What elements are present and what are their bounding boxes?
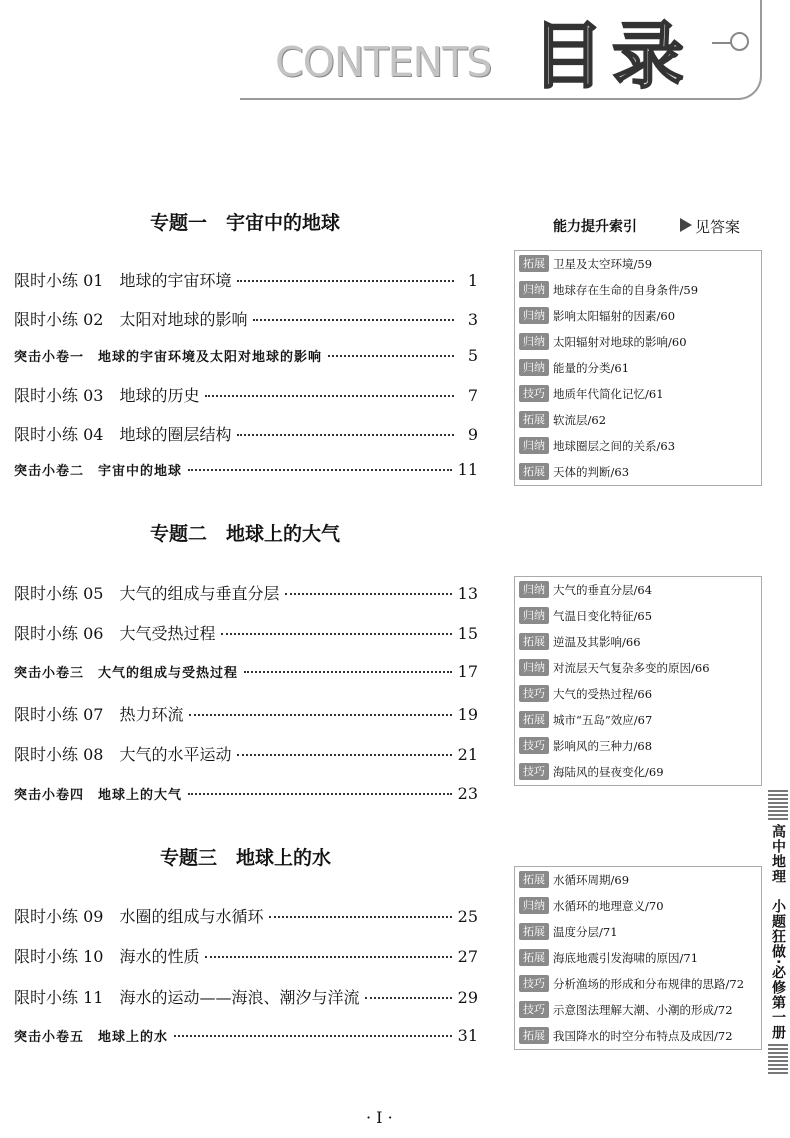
toc-entry-page: 25	[457, 907, 478, 926]
toc-entry-page: 31	[457, 1026, 478, 1045]
index-item	[515, 919, 761, 945]
index-item-text: 水循环的地理意义/70	[553, 899, 664, 913]
toc-entry-label: 限时小练 08 大气的水平运动	[14, 745, 232, 764]
section-2-title: 专题二 地球上的大气	[150, 523, 341, 545]
toc-entry[interactable]	[14, 383, 478, 406]
index-item	[515, 303, 761, 329]
leader-dots	[237, 280, 454, 282]
index-tag: 归纳	[519, 607, 549, 624]
index-box-3	[514, 866, 762, 1050]
toc-entry-label: 突击小卷二 宇宙中的地球	[14, 464, 183, 479]
index-item	[515, 277, 761, 303]
index-tag: 拓展	[519, 871, 549, 888]
index-tag: 技巧	[519, 763, 549, 780]
toc-entry-page: 29	[457, 988, 478, 1007]
leader-dots	[221, 633, 451, 635]
toc-entry-page: 11	[457, 460, 478, 479]
index-item-text: 逆温及其影响/66	[553, 635, 641, 649]
index-tag: 拓展	[519, 949, 549, 966]
leader-dots	[174, 1035, 452, 1037]
index-tag: 技巧	[519, 1001, 549, 1018]
toc-entry-page: 27	[457, 947, 478, 966]
index-tag: 技巧	[519, 685, 549, 702]
toc-entry-page: 3	[467, 310, 478, 329]
header-connector-line	[712, 42, 732, 44]
index-tag: 拓展	[519, 255, 549, 272]
leader-dots	[189, 714, 451, 716]
index-item	[515, 433, 761, 459]
contents-chinese-title: 目录	[532, 14, 693, 98]
index-item	[515, 893, 761, 919]
index-tag: 拓展	[519, 463, 549, 480]
toc-entry-label: 突击小卷一 地球的宇宙环境及太阳对地球的影响	[14, 350, 323, 365]
index-item	[515, 971, 761, 997]
index-item-text: 地球圈层之间的关系/63	[553, 439, 676, 453]
toc-entry[interactable]	[14, 307, 478, 330]
index-item	[515, 329, 761, 355]
index-item	[515, 655, 761, 681]
index-item-text: 海底地震引发海啸的原因/71	[553, 951, 699, 965]
index-tag: 归纳	[519, 659, 549, 676]
toc-entry[interactable]	[14, 702, 478, 725]
index-tag: 归纳	[519, 333, 549, 350]
toc-entry-page: 17	[457, 662, 478, 681]
leader-dots	[328, 355, 454, 357]
index-tag: 拓展	[519, 711, 549, 728]
toc-entry-page: 23	[457, 784, 478, 803]
index-tag: 拓展	[519, 633, 549, 650]
index-item-text: 对流层天气复杂多变的原因/66	[553, 661, 710, 675]
index-item-text: 水循环周期/69	[553, 873, 630, 887]
toc-entry[interactable]	[14, 944, 478, 967]
leader-dots	[188, 469, 452, 471]
see-answers-label: 见答案	[695, 218, 741, 236]
toc-entry-label: 限时小练 07 热力环流	[14, 705, 184, 724]
index-item	[515, 251, 761, 277]
index-tag: 技巧	[519, 975, 549, 992]
index-tag: 拓展	[519, 1027, 549, 1044]
index-item	[515, 733, 761, 759]
index-tag: 归纳	[519, 281, 549, 298]
index-item-text: 我国降水的时空分布特点及成因/72	[553, 1029, 733, 1043]
toc-entry-page: 19	[457, 705, 478, 724]
toc-entry-page: 1	[467, 271, 478, 290]
index-item	[515, 459, 761, 485]
index-item-text: 软流层/62	[553, 413, 607, 427]
index-item	[515, 407, 761, 433]
index-item	[515, 629, 761, 655]
leader-dots	[269, 916, 451, 918]
index-tag: 归纳	[519, 359, 549, 376]
contents-english-title: CONTENTS	[275, 38, 492, 86]
toc-entry[interactable]	[14, 985, 478, 1008]
toc-entry-quiz[interactable]	[14, 1026, 478, 1045]
index-box-1	[514, 250, 762, 486]
index-item-text: 分析渔场的形成和分布规律的思路/72	[553, 977, 745, 991]
toc-entry[interactable]	[14, 268, 478, 291]
index-tag: 归纳	[519, 437, 549, 454]
index-item-text: 太阳辐射对地球的影响/60	[553, 335, 687, 349]
toc-entry-label: 突击小卷五 地球上的水	[14, 1030, 169, 1045]
side-tab-stripes-top	[768, 790, 788, 820]
toc-entry-page: 9	[467, 425, 478, 444]
index-tag: 归纳	[519, 897, 549, 914]
index-item-text: 影响太阳辐射的因素/60	[553, 309, 676, 323]
index-item-text: 大气的垂直分层/64	[553, 583, 653, 597]
leader-dots	[244, 671, 452, 673]
toc-entry-label: 限时小练 11 海水的运动——海浪、潮汐与洋流	[14, 988, 360, 1007]
index-item	[515, 945, 761, 971]
leader-dots	[205, 395, 454, 397]
toc-entry-quiz[interactable]	[14, 784, 478, 803]
index-tag: 拓展	[519, 923, 549, 940]
toc-entry-label: 限时小练 04 地球的圈层结构	[14, 425, 232, 444]
index-item-text: 地质年代简化记忆/61	[553, 387, 664, 401]
header-ring-icon	[730, 32, 749, 51]
toc-entry-page: 15	[457, 624, 478, 643]
index-box-2	[514, 576, 762, 786]
leader-dots	[285, 593, 451, 595]
index-item-text: 能量的分类/61	[553, 361, 630, 375]
index-item	[515, 681, 761, 707]
index-item	[515, 867, 761, 893]
index-tag: 归纳	[519, 581, 549, 598]
index-item-text: 卫星及太空环境/59	[553, 257, 653, 271]
toc-entry-label: 限时小练 09 水圈的组成与水循环	[14, 907, 264, 926]
toc-entry-label: 限时小练 03 地球的历史	[14, 386, 200, 405]
index-item	[515, 603, 761, 629]
index-tag: 技巧	[519, 385, 549, 402]
book-side-tab	[768, 790, 788, 1120]
index-item-text: 城市“五岛”效应/67	[553, 713, 653, 727]
toc-entry-page: 7	[467, 386, 478, 405]
toc-entry-label: 限时小练 10 海水的性质	[14, 947, 200, 966]
index-item	[515, 759, 761, 785]
index-item-text: 大气的受热过程/66	[553, 687, 653, 701]
toc-entry-label: 限时小练 02 太阳对地球的影响	[14, 310, 248, 329]
index-tag: 技巧	[519, 737, 549, 754]
index-item	[515, 577, 761, 603]
toc-entry-label: 限时小练 05 大气的组成与垂直分层	[14, 584, 280, 603]
index-tag: 拓展	[519, 411, 549, 428]
book-title-vertical: 高中地理 小题狂做·必修第一册	[770, 824, 786, 1041]
toc-entry[interactable]	[14, 904, 478, 927]
toc-entry[interactable]	[14, 742, 478, 765]
toc-entry-label: 突击小卷四 地球上的大气	[14, 788, 183, 803]
index-item-text: 气温日变化特征/65	[553, 609, 653, 623]
arrow-right-icon	[680, 218, 692, 232]
leader-dots	[188, 793, 452, 795]
toc-entry[interactable]	[14, 581, 478, 604]
index-tag: 归纳	[519, 307, 549, 324]
index-item-text: 地球存在生命的自身条件/59	[553, 283, 699, 297]
toc-entry[interactable]	[14, 422, 478, 445]
toc-entry-page: 13	[457, 584, 478, 603]
index-item	[515, 1023, 761, 1049]
toc-entry-label: 突击小卷三 大气的组成与受热过程	[14, 666, 239, 681]
index-item	[515, 381, 761, 407]
section-3-title: 专题三 地球上的水	[160, 847, 332, 869]
toc-entry[interactable]	[14, 621, 478, 644]
index-item-text: 温度分层/71	[553, 925, 618, 939]
toc-entry-quiz[interactable]	[14, 460, 478, 479]
toc-entry-page: 5	[467, 346, 478, 365]
toc-entry-quiz[interactable]	[14, 662, 478, 681]
section-1-title: 专题一 宇宙中的地球	[150, 212, 341, 234]
toc-entry-quiz[interactable]	[14, 346, 478, 365]
leader-dots	[205, 956, 451, 958]
leader-dots	[253, 319, 454, 321]
toc-entry-label: 限时小练 06 大气受热过程	[14, 624, 216, 643]
index-item-text: 影响风的三种力/68	[553, 739, 653, 753]
index-item-text: 天体的判断/63	[553, 465, 630, 479]
leader-dots	[237, 434, 454, 436]
index-item	[515, 997, 761, 1023]
index-item-text: 示意图法理解大潮、小潮的形成/72	[553, 1003, 733, 1017]
leader-dots	[365, 997, 451, 999]
page-number: · I ·	[366, 1108, 393, 1127]
toc-entry-page: 21	[457, 745, 478, 764]
toc-entry-label: 限时小练 01 地球的宇宙环境	[14, 271, 232, 290]
leader-dots	[237, 754, 451, 756]
index-item	[515, 355, 761, 381]
ability-index-title: 能力提升索引	[553, 219, 637, 235]
index-item-text: 海陆风的昼夜变化/69	[553, 765, 664, 779]
side-tab-stripes-bottom	[768, 1044, 788, 1074]
index-item	[515, 707, 761, 733]
